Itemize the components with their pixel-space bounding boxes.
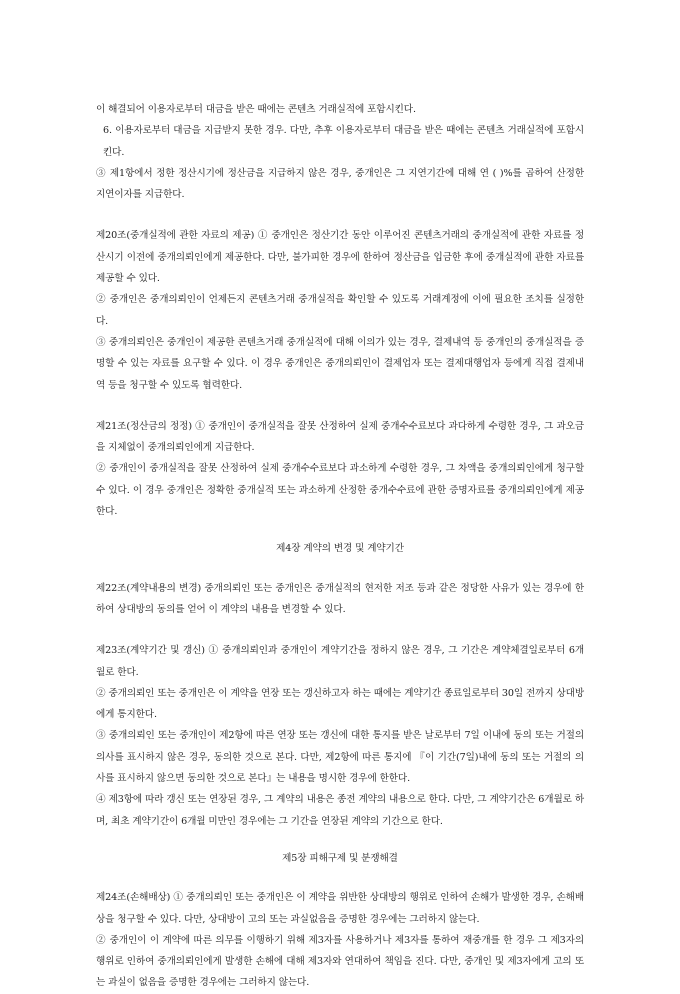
paragraph-gap	[96, 205, 584, 225]
chapter-heading: 제5장 피해구제 및 분쟁해결	[282, 852, 398, 864]
paragraph: 제23조(계약기간 및 갱신) ① 중개의뢰인과 중개인이 계약기간을 정하지 않은 경우, 그 기간은 계약체결일로부터 6개월로 한다.	[96, 645, 584, 678]
heading-gap	[96, 832, 584, 848]
paragraph: ② 중개인이 중개실적을 잘못 산정하여 실제 중개수수료보다 과소하게 수령한 경우, 그 차액을 중개의뢰인에게 청구할 수 있다. 이 경우 중개인은 정확한 중개실적 또는 과소하게 산정한 중개수수료에 관한 증명자료를 중개의뢰인에게 제공한다.	[96, 463, 584, 518]
paragraph: ③ 중개의뢰인은 중개인이 제공한 콘텐츠거래 중개실적에 대해 이의가 있는 경우, 결제내역 등 중개인의 중개실적을 증명할 수 있는 자료를 요구할 수 있다. 이 경우 중개인은 중개의뢰인이 결제업자 또는 결제대행업자 등에게 직접 결제내역 등을 청구할 수 있도록 협력한다.	[96, 336, 584, 391]
paragraph: ③ 제1항에서 정한 정산시기에 정산금을 지급하지 않은 경우, 중개인은 그 지연기간에 대해 연 ( )%를 곱하여 산정한 지연이자를 지급한다.	[96, 167, 584, 201]
chapter-heading: 제4장 계약의 변경 및 계약기간	[276, 543, 404, 555]
paragraph: 제24조(손해배상) ① 중개의뢰인 또는 중개인은 이 계약을 위반한 상대방의 행위로 인하여 손해가 발생한 경우, 손해배상을 청구할 수 있다. 다만, 상대방이 고의 또는 과실없음을 증명한 경우에는 그러하지 않는다.	[96, 892, 584, 925]
heading-gap	[96, 869, 584, 887]
paragraph: ② 중개인은 중개의뢰인이 언제든지 콘텐츠거래 중개실적을 확인할 수 있도록 거래계정에 이에 필요한 조치를 실정한다.	[96, 294, 584, 327]
paragraph: ② 중개의뢰인 또는 중개인은 이 계약을 연장 또는 갱신하고자 하는 때에는 계약기간 종료일로부터 30일 전까지 상대방에게 통지한다.	[96, 687, 584, 721]
paragraph: 이 해결되어 이용자로부터 대금을 받은 때에는 콘텐츠 거래실적에 포함시킨다.	[96, 104, 416, 115]
paragraph: 제20조(중개실적에 관한 자료의 제공) ① 중개인은 정산기간 동안 이루어진 콘텐츠거래의 중개실적에 관한 자료를 정산시기 이전에 중개의뢰인에게 제공한다. 다만, 불가피한 경우에 한하여 정산금을 입금한 후에 중개실적에 관한 자료를 제공할 수 있다.	[96, 230, 584, 285]
paragraph: 제22조(계약내용의 변경) 중개의뢰인 또는 중개인은 중개실적의 현저한 저조 등과 같은 정당한 사유가 있는 경우에 한하여 상대방의 동의를 얻어 이 계약의 내용을 변경할 수 있다.	[96, 582, 584, 615]
paragraph: ② 중개인이 이 계약에 따른 의무를 이행하기 위해 제3자를 사용하거나 제3자를 통하여 재중개를 한 경우 그 제3자의 행위로 인하여 중개의뢰인에게 발생한 손해에 대해 제3자와 연대하여 책임을 진다. 다만, 중개인 및 제3자에게 고의 또는 과실이 없음을 증명한 경우에는 그러하지 않는다.	[96, 934, 584, 989]
paragraph: 6. 이용자로부터 대금을 지급받지 못한 경우. 다만, 추후 이용자로부터 대금을 받은 때에는 콘텐츠 거래실적에 포함시킨다.	[103, 125, 584, 158]
paragraph-gap	[96, 620, 584, 640]
paragraph: 제21조(정산금의 정정) ① 중개인이 중개실적을 잘못 산정하여 실제 중개수수료보다 과다하게 수령한 경우, 그 과오금을 지체없이 중개의뢰인에게 지급한다.	[96, 420, 584, 454]
paragraph-gap	[96, 396, 584, 416]
heading-gap	[96, 560, 584, 578]
paragraph: ③ 중개의뢰인 또는 중개인이 제2항에 따른 연장 또는 갱신에 대한 통지를 받은 날로부터 7일 이내에 동의 또는 거절의 의사를 표시하지 않은 경우, 동의한 것으로 본다. 다만, 제2항에 따른 통지에 『이 기간(7일)내에 동의 또는 거절의 의사를 표시하지 않으면 동의한 것으로 본다』는 내용을 명시한 경우에 한한다.	[96, 730, 584, 785]
heading-gap	[96, 522, 584, 538]
paragraph: ④ 제3항에 따라 갱신 또는 연장된 경우, 그 계약의 내용은 종전 계약의 내용으로 한다. 다만, 그 계약기간은 6개월로 하며, 최초 계약기간이 6개월 미만인 경우에는 그 기간을 연장된 계약의 기간으로 한다.	[96, 794, 584, 827]
